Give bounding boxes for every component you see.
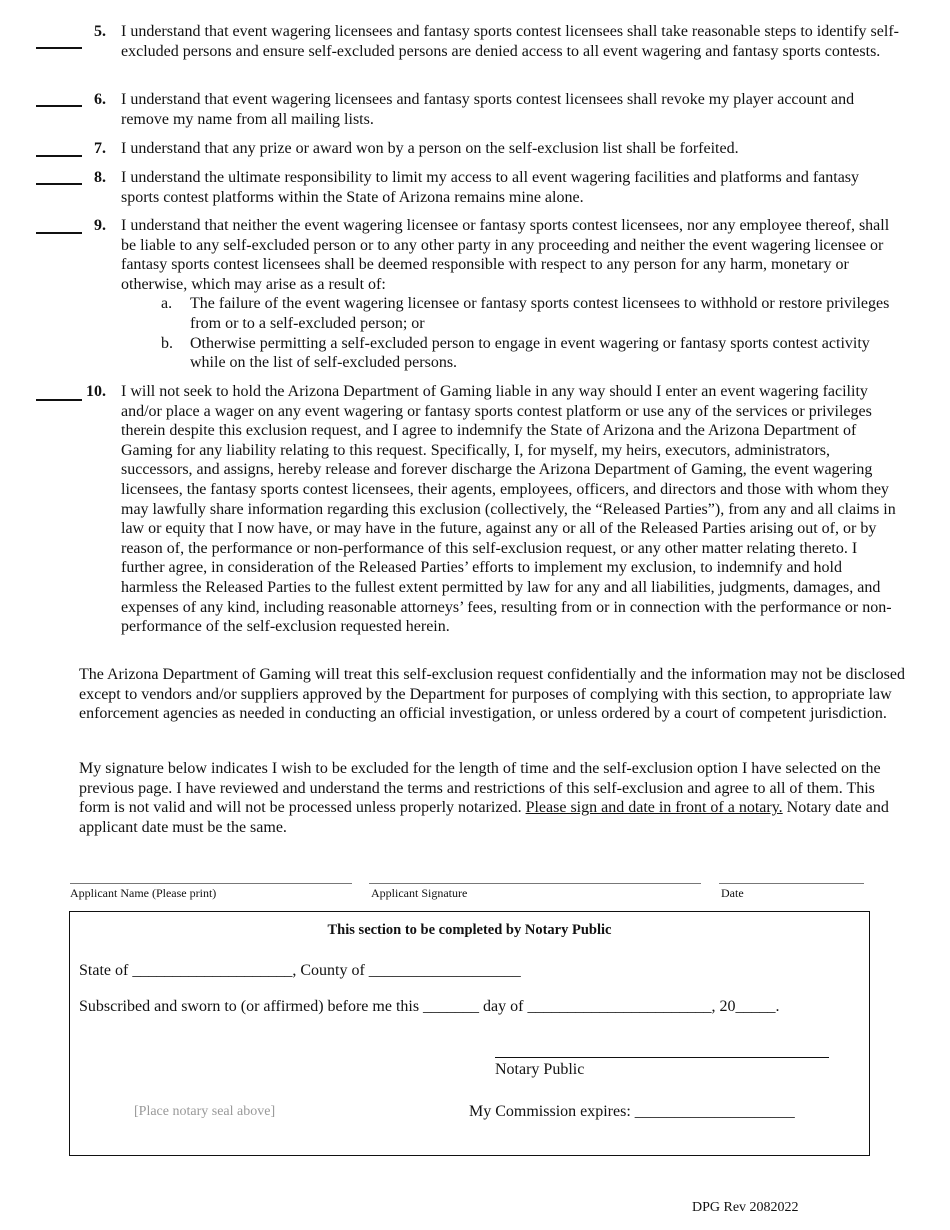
initial-blank[interactable] bbox=[36, 399, 82, 401]
subitem-a bbox=[161, 294, 899, 333]
item-text: I understand that event wagering licensees and fantasy sports contest licensees shall revoke my player account and remove my name from all mailing lists. bbox=[121, 91, 855, 128]
initial-blank[interactable] bbox=[36, 105, 82, 107]
signature-statement-tail: Notary date and applicant date must be the same. bbox=[79, 799, 889, 836]
signature-statement bbox=[79, 759, 909, 837]
item-number: 9. bbox=[94, 217, 106, 234]
confidentiality-paragraph: The Arizona Department of Gaming will treat this self-exclusion request confidentially and the information may not be disclosed except to vendors and/or suppliers approved by the Department for purposes of complying with this section, to appropriate law enforcement agencies as needed in conducting an official investigation, or unless ordered by a court of competent jurisdiction. bbox=[79, 666, 905, 723]
subitem-letter: a. bbox=[161, 295, 173, 313]
item-number: 5. bbox=[94, 23, 106, 40]
applicant-signature-label: Applicant Signature bbox=[371, 886, 468, 900]
initial-blank[interactable] bbox=[36, 155, 82, 157]
notary-public-label: Notary Public bbox=[495, 1061, 585, 1078]
item-9-text: I understand that neither the event wagering licensee or fantasy sports contest licensees, nor any employee thereof, shall be liable to any self-excluded person or to any other party in any proceeding and neither the event wagering licensee or fantasy sports contest licensees shall be deemed responsible with respect to any person for any harm, monetary or otherwise, which may arise as a result of: bbox=[121, 217, 890, 293]
applicant-signature-line[interactable] bbox=[369, 883, 701, 884]
notary-section-title: This section to be completed by Notary Public bbox=[327, 922, 612, 938]
item-text: I understand that any prize or award won by a person on the self-exclusion list shall be forfeited. bbox=[121, 140, 739, 157]
initial-blank[interactable] bbox=[36, 47, 82, 49]
notary-instruction: Please sign and date in front of a notary. bbox=[525, 799, 783, 817]
state-county-line[interactable]: State of ____________________, County of ___________________ bbox=[79, 962, 521, 979]
subitem-letter: b. bbox=[161, 334, 173, 352]
item-text: I understand the ultimate responsibility to limit my access to all event wagering facilities and platforms and fantasy sports contest platforms within the State of Arizona remains mine alone. bbox=[121, 169, 860, 206]
item-text: I understand that event wagering licensees and fantasy sports contest licensees shall take reasonable steps to identify self-excluded persons and ensure self-excluded persons are denied access to all event wagering and fantasy sports contests. bbox=[121, 23, 899, 60]
item-number: 10. bbox=[86, 383, 106, 400]
item-number: 7. bbox=[94, 140, 106, 157]
form-revision: DPG Rev 2082022 bbox=[692, 1200, 799, 1215]
notary-section bbox=[69, 911, 870, 1156]
commission-expires-line[interactable]: My Commission expires: ____________________ bbox=[469, 1103, 795, 1120]
signature-statement-text: My signature below indicates I wish to be excluded for the length of time and the self-exclusion option I have selected on the previous page. I have reviewed and understand the terms and restrictions of this self-exclusion and agree to all of them. This form is not valid and will not be processed unless properly notarized. bbox=[79, 760, 881, 817]
subitem-text: The failure of the event wagering licensee or fantasy sports contest licensees to withhold or restore privileges from or to a self-excluded person; or bbox=[190, 295, 890, 332]
item-text bbox=[121, 216, 899, 373]
item-number: 8. bbox=[94, 169, 106, 186]
initial-blank[interactable] bbox=[36, 183, 82, 185]
subitem-b bbox=[161, 334, 899, 373]
date-line[interactable] bbox=[719, 883, 864, 884]
applicant-name-label: Applicant Name (Please print) bbox=[70, 886, 217, 900]
subitem-text: Otherwise permitting a self-excluded person to engage in event wagering or fantasy sports contest activity while on the list of self-excluded persons. bbox=[190, 334, 870, 372]
applicant-name-line[interactable] bbox=[70, 883, 352, 884]
item-number: 6. bbox=[94, 91, 106, 108]
sworn-line[interactable]: Subscribed and sworn to (or affirmed) before me this _______ day of _______________________, 20_____. bbox=[79, 998, 780, 1015]
notary-seal-placeholder: [Place notary seal above] bbox=[134, 1104, 276, 1119]
date-label: Date bbox=[721, 886, 744, 900]
item-text: I will not seek to hold the Arizona Department of Gaming liable in any way should I enter an event wagering facility and/or place a wager on any event wagering or fantasy sports contest platform or use any of the services or privileges therein despite this exclusion request, and I agree to indemnify the State of Arizona and the Arizona Department of Gaming for any liability relating to this request. Specifically, I, for myself, my heirs, executors, administrators, successors, and assigns, hereby release and forever discharge the Arizona Department of Gaming, the event wagering licensees, the fantasy sports contest licensees, their agents, employees, officers, and directors and those with whom they may lawfully share information regarding this exclusion (collectively, the “Released Parties”), from any and all claims in law or equity that I now have, or may have in the future, against any or all of the Released Parties arising out of, or by reason of, the performance or non-performance of this self-exclusion request, or any other matter relating thereto. I further agree, in consideration of the Released Parties’ efforts to implement my exclusion, to indemnify and hold harmless the Released Parties to the fullest extent permitted by law for any and all liabilities, judgments, damages, and expenses of any kind, including reasonable attorneys’ fees, resulting from or in connection with the performance or non-performance of the self-exclusion requested herein. bbox=[121, 383, 896, 636]
initial-blank[interactable] bbox=[36, 232, 82, 234]
notary-signature-line[interactable] bbox=[495, 1057, 829, 1058]
